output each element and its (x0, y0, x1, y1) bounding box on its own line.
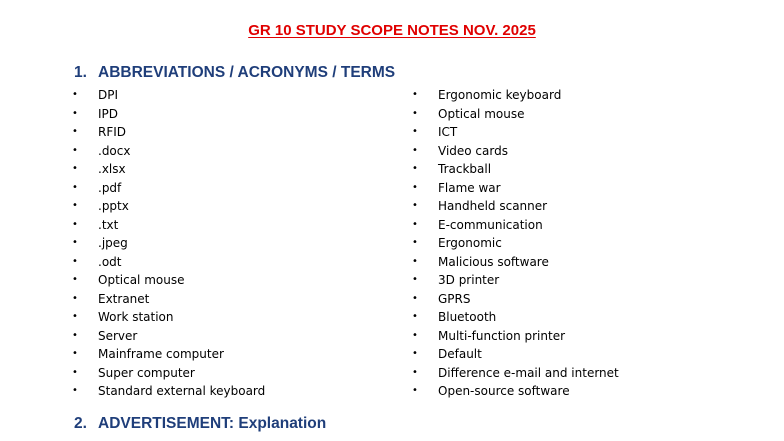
bullet-icon: • (412, 107, 418, 119)
term-text: Flame war (438, 180, 501, 195)
section-title: ADVERTISEMENT: Explanation (98, 415, 327, 432)
bullet-icon: • (72, 311, 78, 322)
section-heading-abbreviations (74, 64, 395, 82)
bullet-icon: • (412, 292, 418, 304)
bullet-icon: • (72, 255, 78, 267)
term-text: Trackball (438, 162, 492, 176)
term-text: Video cards (438, 143, 508, 158)
bullet-icon: • (412, 126, 418, 137)
term-text: Malicious software (438, 254, 549, 269)
term-text: Optical mouse (438, 106, 525, 121)
term-text: Extranet (98, 291, 150, 306)
term-text: .xlsx (98, 162, 126, 176)
bullet-icon: • (72, 366, 78, 378)
term-text: .odt (98, 254, 122, 269)
section-title: ABBREVIATIONS / ACRONYMS / TERMS (98, 64, 396, 81)
term-text: .docx (98, 143, 131, 158)
bullet-icon: • (72, 274, 78, 285)
bullet-icon: • (72, 200, 78, 211)
bullet-icon: • (412, 311, 418, 322)
term-text: Handheld scanner (438, 199, 548, 213)
term-text: .jpeg (98, 236, 128, 250)
section-number: 2. (74, 415, 87, 432)
bullet-icon: • (72, 385, 78, 396)
term-text: E-communication (438, 217, 543, 232)
bullet-icon: • (412, 218, 418, 230)
bullet-icon: • (412, 255, 418, 267)
bullet-icon: • (412, 200, 418, 211)
term-text: RFID (98, 125, 127, 139)
bullet-icon: • (72, 218, 78, 230)
term-text: Bluetooth (438, 310, 497, 324)
term-text: Mainframe computer (98, 347, 224, 361)
term-text: Standard external keyboard (98, 384, 266, 398)
term-text: GPRS (438, 291, 471, 306)
bullet-icon: • (72, 163, 78, 174)
term-text: ICT (438, 125, 458, 139)
bullet-icon: • (72, 89, 78, 100)
term-text: .pptx (98, 199, 129, 213)
term-text: IPD (98, 106, 119, 121)
term-text: Optical mouse (98, 273, 185, 287)
bullet-icon: • (72, 126, 78, 137)
bullet-icon: • (412, 163, 418, 174)
term-text: .pdf (98, 180, 122, 195)
term-text: Server (98, 328, 138, 343)
section-heading-advertisement (74, 415, 326, 433)
bullet-icon: • (412, 89, 418, 100)
term-text: Multi-function printer (438, 328, 566, 343)
term-text: Work station (98, 310, 174, 324)
bullet-icon: • (72, 181, 78, 193)
bullet-icon: • (72, 348, 78, 359)
bullet-icon: • (412, 274, 418, 285)
bullet-icon: • (412, 237, 418, 248)
bullet-icon: • (72, 107, 78, 119)
document-title: GR 10 STUDY SCOPE NOTES NOV. 2025 (248, 22, 536, 39)
term-text: Open-source software (438, 384, 570, 398)
bullet-icon: • (412, 144, 418, 156)
term-text: Ergonomic (438, 236, 502, 250)
bullet-icon: • (72, 237, 78, 248)
bullet-icon: • (412, 181, 418, 193)
term-text: .txt (98, 217, 119, 232)
bullet-icon: • (412, 329, 418, 341)
term-text: Difference e-mail and internet (438, 365, 619, 380)
bullet-icon: • (412, 366, 418, 378)
bullet-icon: • (72, 329, 78, 341)
term-text: Ergonomic keyboard (438, 88, 562, 102)
bullet-icon: • (412, 385, 418, 396)
term-text: Default (438, 347, 482, 361)
term-text: DPI (98, 88, 119, 102)
term-text: 3D printer (438, 273, 500, 287)
bullet-icon: • (412, 348, 418, 359)
term-text: Super computer (98, 365, 195, 380)
bullet-icon: • (72, 144, 78, 156)
section-number: 1. (74, 64, 87, 81)
bullet-icon: • (72, 292, 78, 304)
